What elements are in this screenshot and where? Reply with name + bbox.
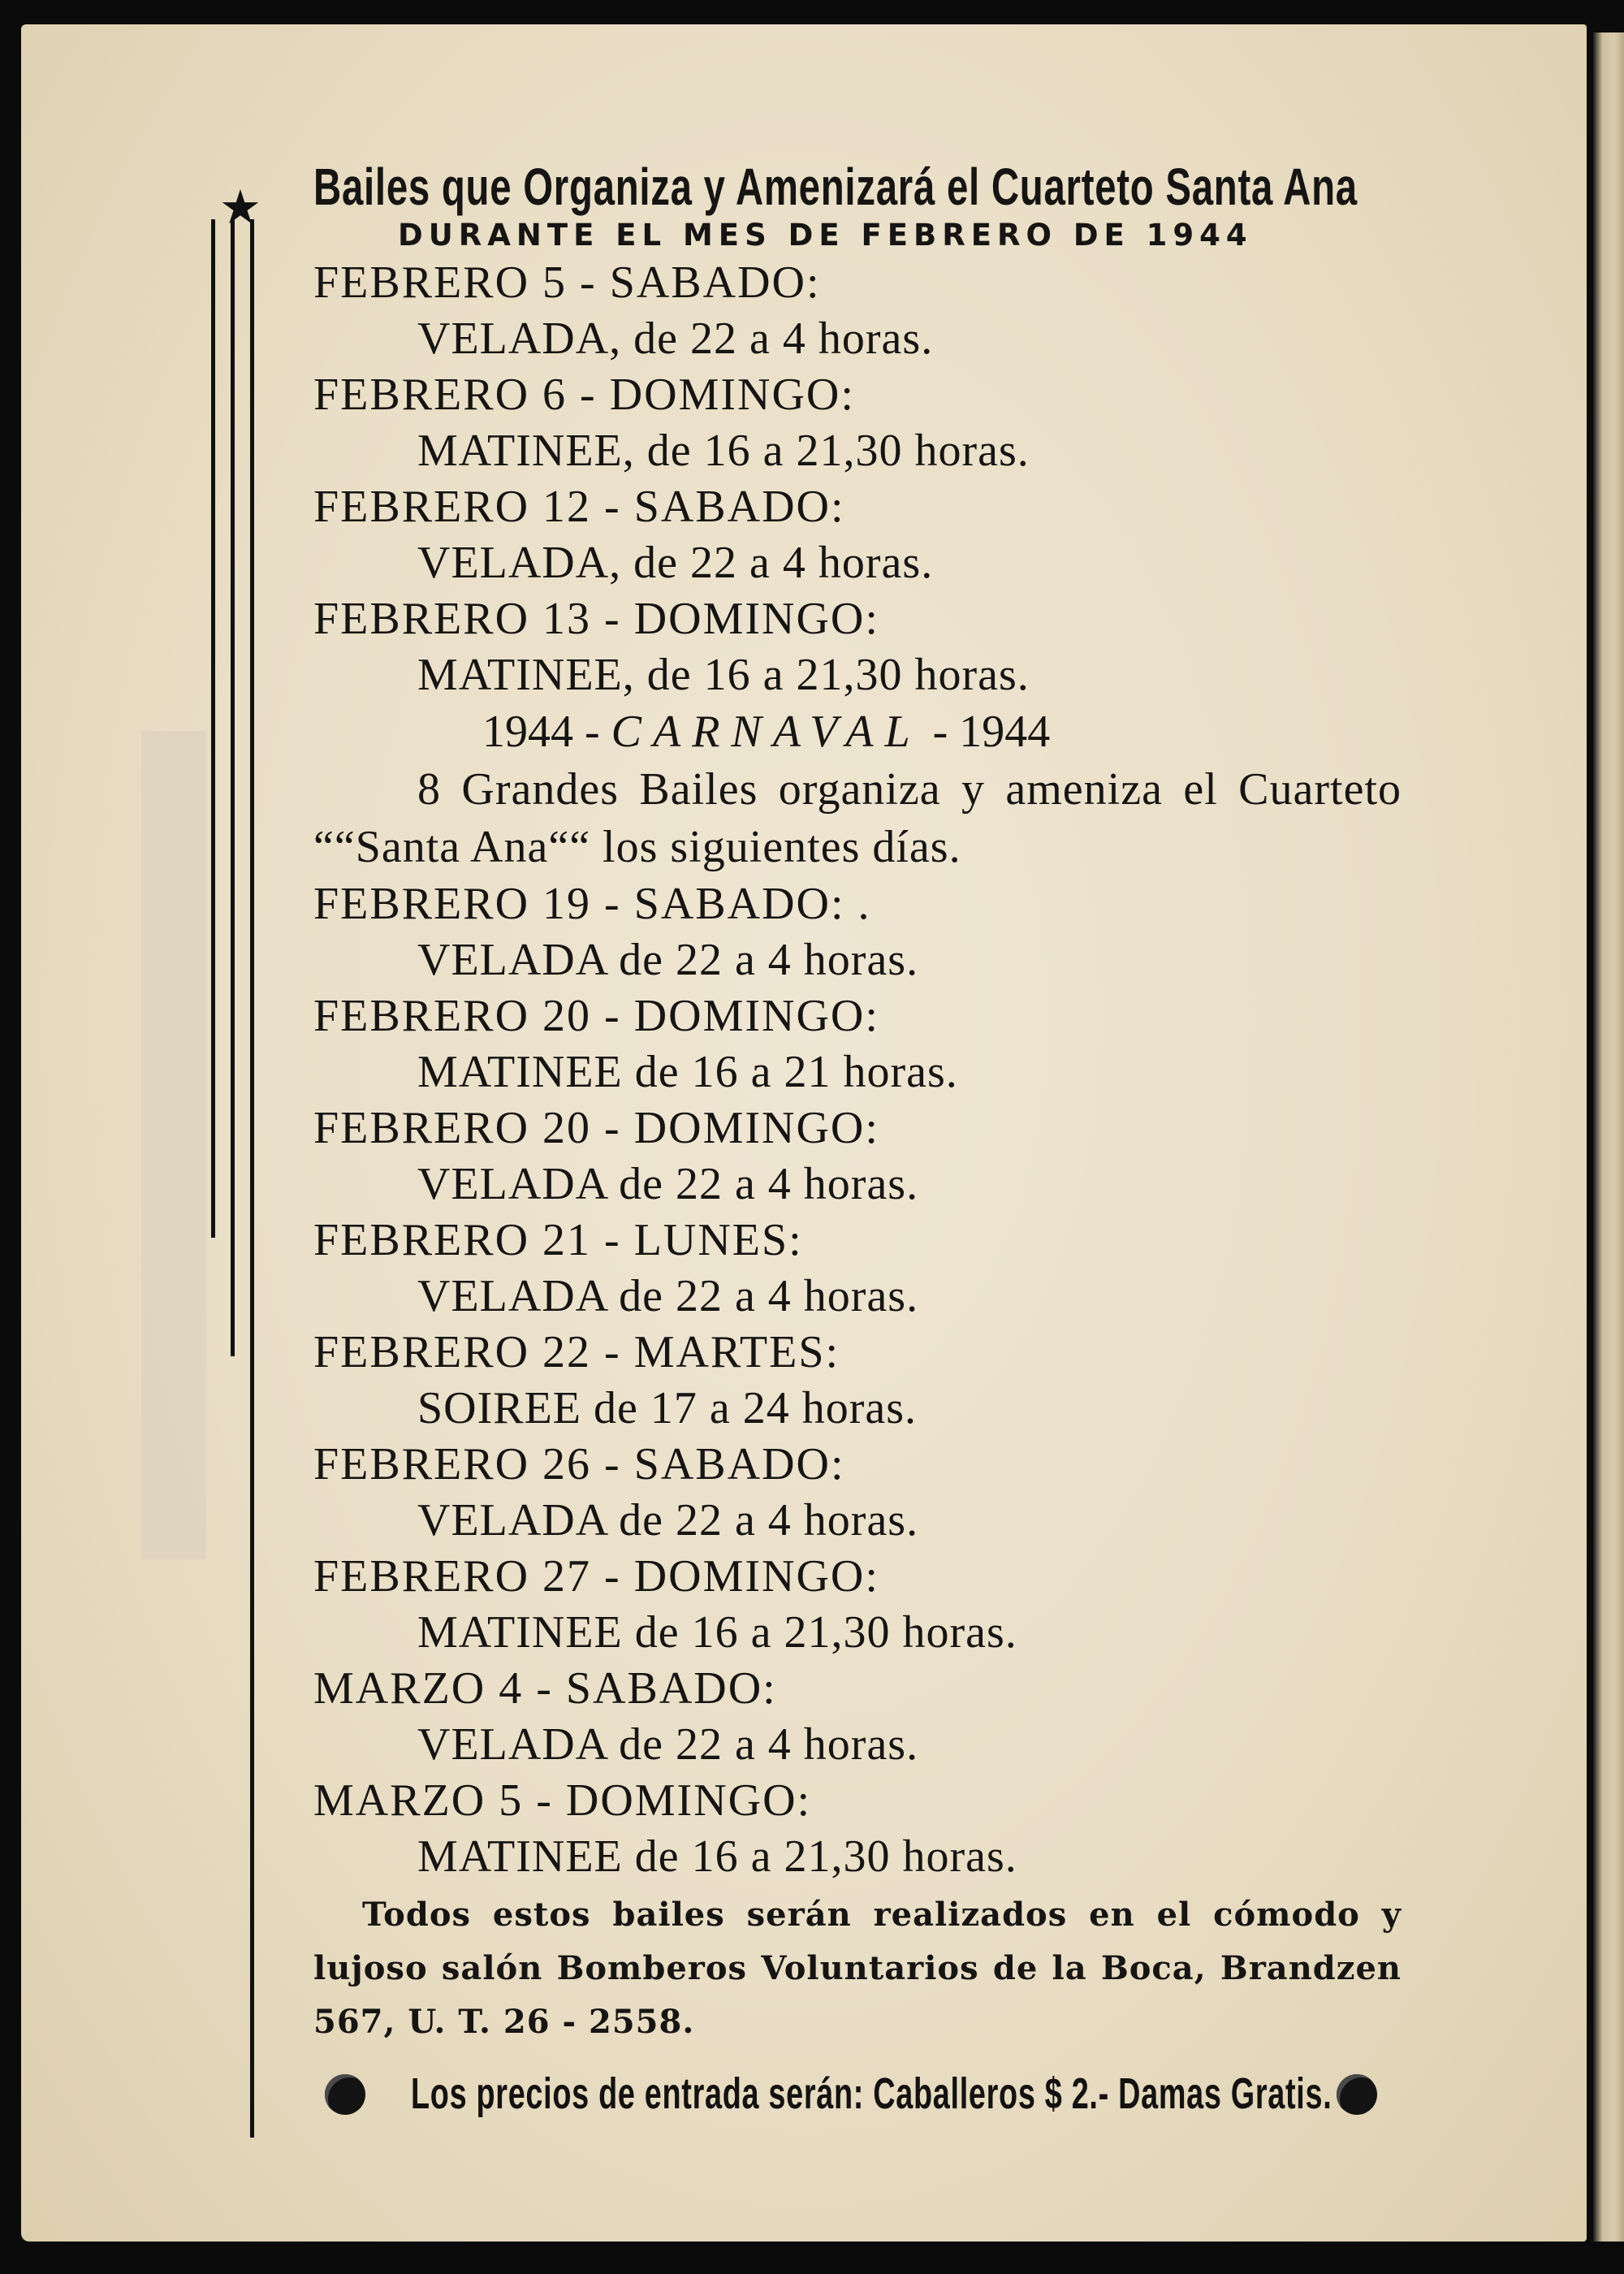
- border-rule-2: [231, 219, 235, 1356]
- entry-date: FEBRERO 27 - DOMINGO:: [313, 1551, 879, 1602]
- border-rule-1: [211, 219, 215, 1238]
- venue-note: Todos estos bailes serán realizados en el cómodo y lujoso salón Bomberos Voluntarios de la Boca, Brandzen 567, U. T. 26 - 2558.: [313, 1896, 1402, 2041]
- entry-date: FEBRERO 22 - MARTES:: [313, 1327, 840, 1377]
- entry-time: MATINEE, de 16 a 21,30 horas.: [417, 650, 1030, 700]
- star-icon: ★: [219, 179, 261, 235]
- schedule-entry: [313, 591, 1402, 703]
- schedule-entry: [313, 479, 1402, 591]
- entry-time: SOIREE de 17 a 24 horas.: [417, 1383, 918, 1433]
- schedule-entry: [313, 1773, 1402, 1885]
- entry-time: VELADA de 22 a 4 horas.: [417, 1271, 919, 1321]
- prices-text: Los precios de entrada serán: Caballeros $ 2.- Damas Gratis.: [411, 2069, 1332, 2118]
- entry-date: FEBRERO 12 - SABADO:: [313, 482, 845, 532]
- schedule-entry: [313, 1437, 1402, 1549]
- schedule-carnaval: [313, 876, 1402, 1885]
- schedule-entry: [313, 876, 1402, 988]
- entry-date: FEBRERO 19 - SABADO: .: [313, 879, 871, 929]
- entry-date: FEBRERO 20 - DOMINGO:: [313, 1103, 879, 1153]
- entry-date: FEBRERO 5 - SABADO:: [313, 257, 821, 308]
- schedule-entry: [313, 255, 1402, 367]
- entry-time: VELADA de 22 a 4 horas.: [417, 1719, 919, 1770]
- schedule-before: [313, 255, 1402, 703]
- entry-date: FEBRERO 6 - DOMINGO:: [313, 370, 855, 420]
- headline: Bailes que Organiza y Amenizará el Cuarteto Santa Ana: [313, 158, 1358, 216]
- schedule-entry: [313, 1549, 1402, 1661]
- entry-time: VELADA de 22 a 4 horas.: [417, 935, 919, 985]
- entry-date: FEBRERO 21 - LUNES:: [313, 1215, 803, 1265]
- subheadline: DURANTE EL MES DE FEBRERO DE 1944: [398, 218, 1253, 253]
- entry-time: VELADA, de 22 a 4 horas.: [417, 313, 934, 364]
- entry-date: FEBRERO 26 - SABADO:: [313, 1439, 845, 1489]
- carnaval-year-left: 1944 -: [482, 707, 600, 757]
- round-bullet-icon: [1337, 2074, 1377, 2115]
- flyer-content: [313, 158, 1402, 2049]
- schedule-entry: [313, 1213, 1402, 1325]
- round-bullet-icon: [325, 2074, 365, 2115]
- entry-time: VELADA de 22 a 4 horas.: [417, 1159, 919, 1209]
- carnaval-heading: [313, 703, 1402, 761]
- schedule-entry: [313, 1100, 1402, 1213]
- entry-time: MATINEE, de 16 a 21,30 horas.: [417, 426, 1030, 476]
- carnaval-word: CARNAVAL: [611, 707, 922, 757]
- entry-time: VELADA de 22 a 4 horas.: [417, 1495, 919, 1546]
- entry-time: MATINEE de 16 a 21,30 horas.: [417, 1831, 1017, 1882]
- schedule-entry: [313, 1661, 1402, 1773]
- entry-time: MATINEE de 16 a 21 horas.: [417, 1047, 958, 1097]
- schedule-entry: [313, 1325, 1402, 1437]
- entry-time: MATINEE de 16 a 21,30 horas.: [417, 1607, 1017, 1658]
- schedule-entry: [313, 988, 1402, 1100]
- entry-date: MARZO 5 - DOMINGO:: [313, 1775, 812, 1826]
- carnaval-intro: 8 Grandes Bailes organiza y ameniza el Cuarteto ““Santa Ana““ los siguientes días.: [313, 764, 1402, 872]
- bleed-through-block: [141, 731, 206, 1559]
- entry-time: VELADA, de 22 a 4 horas.: [417, 538, 934, 588]
- carnaval-year-right: - 1944: [932, 707, 1051, 757]
- entry-date: FEBRERO 20 - DOMINGO:: [313, 991, 879, 1041]
- entry-date: MARZO 4 - SABADO:: [313, 1663, 777, 1714]
- binding-edge: [1593, 32, 1624, 2242]
- border-rule-4: [250, 1356, 254, 2138]
- entry-date: FEBRERO 13 - DOMINGO:: [313, 594, 879, 644]
- schedule-entry: [313, 367, 1402, 479]
- border-rule-3: [250, 219, 254, 1356]
- prices-line: [322, 2061, 1402, 2125]
